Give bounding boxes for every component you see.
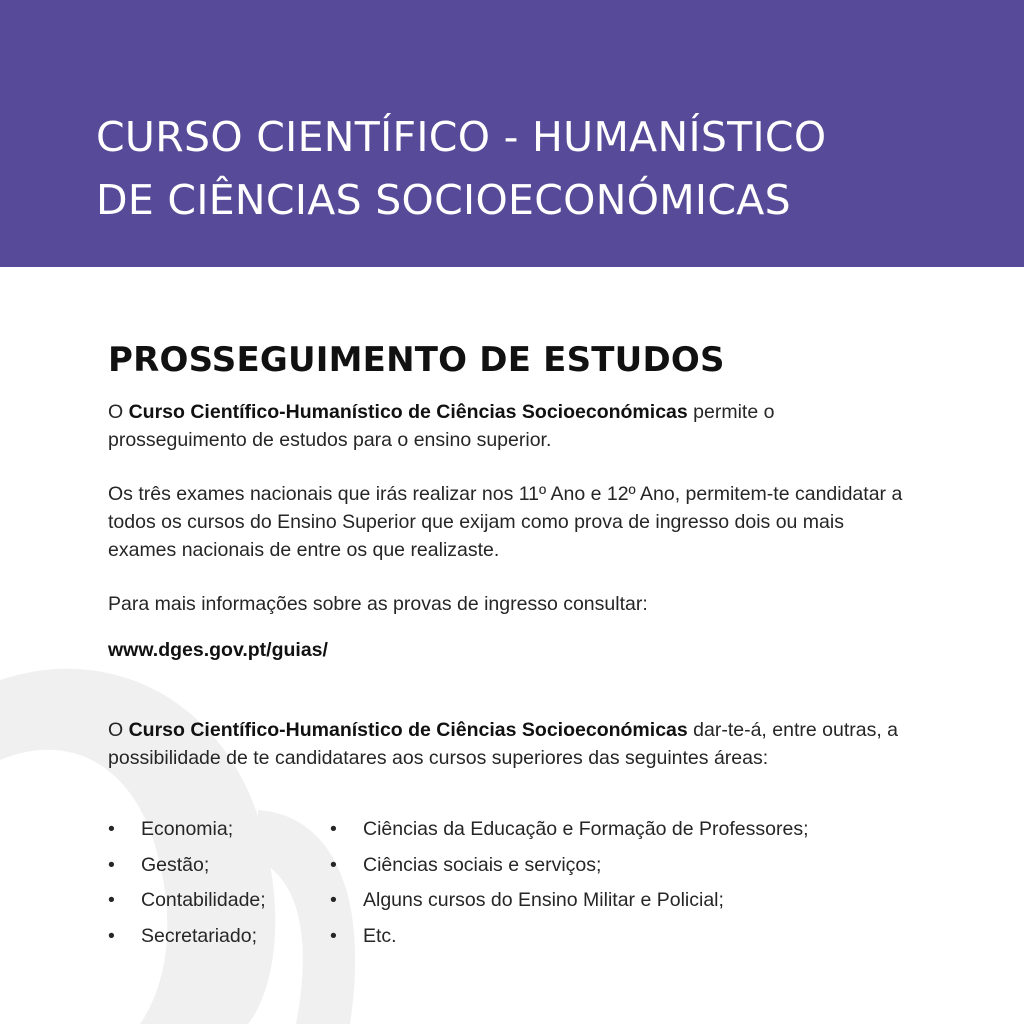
info-paragraph: Para mais informações sobre as provas de ingresso consultar: — [108, 593, 648, 615]
bullet-icon: • — [108, 853, 115, 876]
list-item — [108, 883, 266, 919]
list-item-label: Economia; — [141, 818, 234, 840]
bullet-icon: • — [108, 818, 115, 840]
list-item-label: Ciências sociais e serviços; — [363, 853, 602, 876]
list-item — [108, 812, 266, 848]
areas-list-right — [330, 812, 808, 954]
section-heading: PROSSEGUIMENTO DE ESTUDOS — [108, 340, 725, 380]
list-item-label: Secretariado; — [141, 924, 257, 947]
list-item-label: Gestão; — [141, 853, 210, 876]
main-content — [108, 330, 948, 947]
list-item-label: Alguns cursos do Ensino Militar e Policial; — [363, 889, 724, 911]
list-item — [330, 883, 808, 919]
list-item — [330, 848, 808, 884]
header-banner — [0, 0, 1024, 267]
page-title — [96, 106, 826, 232]
decorative-swirl-graphic — [0, 560, 420, 1024]
areas-list-left — [108, 812, 266, 954]
title-line-1: CURSO CIENTÍFICO - HUMANÍSTICO — [96, 113, 827, 161]
bullet-icon: • — [330, 853, 337, 876]
bullet-icon: • — [330, 889, 337, 911]
exams-paragraph: Os três exames nacionais que irás realizar nos 11º Ano e 12º Ano, permitem-te candidatar a todos os cursos do Ensino Superior que exijam como prova de ingresso dois ou mais exames nacionais de entre os que realizaste. — [108, 483, 903, 561]
intro-prefix: O — [108, 401, 129, 423]
bullet-icon: • — [330, 818, 337, 840]
bullet-icon: • — [108, 924, 115, 947]
dges-link[interactable]: www.dges.gov.pt/guias/ — [108, 639, 328, 661]
intro-paragraph — [108, 398, 888, 454]
list-item-label: Contabilidade; — [141, 889, 266, 911]
list-item — [330, 919, 808, 955]
areas-suffix: dar-te-á, entre outras, a possibilidade de te candidatares aos cursos superiores das seguintes áreas: — [108, 719, 899, 769]
areas-intro-paragraph — [108, 716, 928, 772]
list-item — [108, 848, 266, 884]
bullet-icon: • — [108, 889, 115, 911]
list-item-label: Ciências da Educação e Formação de Professores; — [363, 818, 809, 840]
list-item — [108, 919, 266, 955]
course-name-bold: Curso Científico-Humanístico de Ciências Socioeconómicas — [128, 401, 688, 423]
intro-suffix: permite o prosseguimento de estudos para o ensino superior. — [108, 401, 775, 451]
list-item-label: Etc. — [363, 924, 397, 947]
title-line-2: DE CIÊNCIAS SOCIOECONÓMICAS — [96, 176, 791, 224]
bullet-icon: • — [330, 924, 337, 947]
areas-prefix: O — [108, 719, 129, 741]
course-name-bold-2: Curso Científico-Humanístico de Ciências Socioeconómicas — [128, 719, 688, 741]
list-item — [330, 812, 808, 848]
